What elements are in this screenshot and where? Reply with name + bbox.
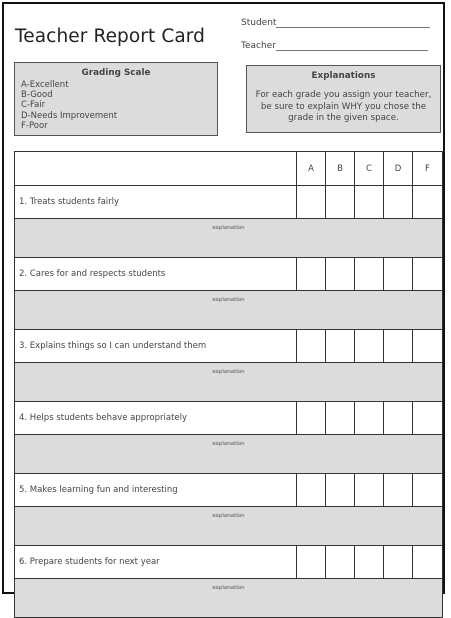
grade-cell-f[interactable] [413,402,443,435]
explanation-cell[interactable]: explanation [15,291,443,330]
grade-cell-f[interactable] [413,546,443,579]
explanation-cell[interactable]: explanation [15,507,443,546]
student-field[interactable] [241,18,430,28]
grade-cell-b[interactable] [326,546,355,579]
explanations-heading: Explanations [311,71,376,81]
grade-cell-a[interactable] [297,186,326,219]
grade-cell-d[interactable] [384,402,413,435]
grading-scale-box [14,62,218,136]
explanation-cell[interactable]: explanation [15,435,443,474]
grade-header-d: D [384,152,413,186]
criterion-label: 4. Helps students behave appropriately [15,402,297,435]
grade-table [14,151,443,618]
grading-scale-heading: Grading Scale [81,68,151,78]
report-card-page [2,2,445,594]
grade-header-c: C [355,152,384,186]
criterion-row [15,546,443,579]
grade-cell-f[interactable] [413,330,443,363]
grade-cell-f[interactable] [413,186,443,219]
teacher-line[interactable] [276,50,428,51]
grade-item: A-Excellent [21,80,69,90]
criterion-label: 3. Explains things so I can understand them [15,330,297,363]
explanation-row [15,507,443,546]
grading-scale-list [21,80,217,131]
grade-cell-c[interactable] [355,546,384,579]
grade-cell-d[interactable] [384,258,413,291]
grade-cell-b[interactable] [326,186,355,219]
grade-cell-a[interactable] [297,258,326,291]
grade-item: D-Needs Improvement [21,110,118,121]
grade-cell-c[interactable] [355,402,384,435]
page-title: Teacher Report Card [15,26,206,47]
grade-cell-c[interactable] [355,330,384,363]
grade-cell-d[interactable] [384,186,413,219]
explanation-row [15,219,443,258]
grade-cell-a[interactable] [297,474,326,507]
grade-header-a: A [297,152,326,186]
grade-cell-b[interactable] [326,330,355,363]
grade-cell-a[interactable] [297,546,326,579]
criterion-row [15,402,443,435]
grade-cell-b[interactable] [326,474,355,507]
grade-cell-c[interactable] [355,186,384,219]
grade-item: F-Poor [21,120,48,131]
criterion-row [15,330,443,363]
criterion-label: 2. Cares for and respects students [15,258,297,291]
criterion-row [15,258,443,291]
grade-header-b: B [326,152,355,186]
grade-header-f: F [413,152,443,186]
explanations-text: For each grade you assign your teacher, be sure to explain WHY you chose the grade in the given space. [255,90,432,123]
grade-cell-b[interactable] [326,258,355,291]
teacher-label: Teacher [241,41,276,51]
explanation-row [15,291,443,330]
grade-cell-d[interactable] [384,546,413,579]
explanation-row [15,435,443,474]
grade-cell-f[interactable] [413,258,443,291]
grade-item: C-Fair [21,100,46,111]
explanation-row [15,579,443,618]
criterion-row [15,186,443,219]
grade-cell-c[interactable] [355,474,384,507]
student-line[interactable] [276,27,430,28]
grade-item: B-Good [21,90,53,101]
criteria-header [15,152,297,186]
student-label: Student [241,18,277,28]
criterion-label: 5. Makes learning fun and interesting [15,474,297,507]
grade-cell-d[interactable] [384,474,413,507]
explanation-cell[interactable]: explanation [15,363,443,402]
grade-cell-c[interactable] [355,258,384,291]
teacher-field[interactable] [241,41,428,51]
criterion-row [15,474,443,507]
grade-cell-b[interactable] [326,402,355,435]
criterion-label: 6. Prepare students for next year [15,546,297,579]
grade-cell-a[interactable] [297,330,326,363]
explanation-cell[interactable]: explanation [15,219,443,258]
explanation-row [15,363,443,402]
explanations-box [246,65,441,133]
grade-cell-f[interactable] [413,474,443,507]
criterion-label: 1. Treats students fairly [15,186,297,219]
grade-cell-a[interactable] [297,402,326,435]
explanation-cell[interactable]: explanation [15,579,443,618]
grade-cell-d[interactable] [384,330,413,363]
grade-header-row [15,152,443,186]
